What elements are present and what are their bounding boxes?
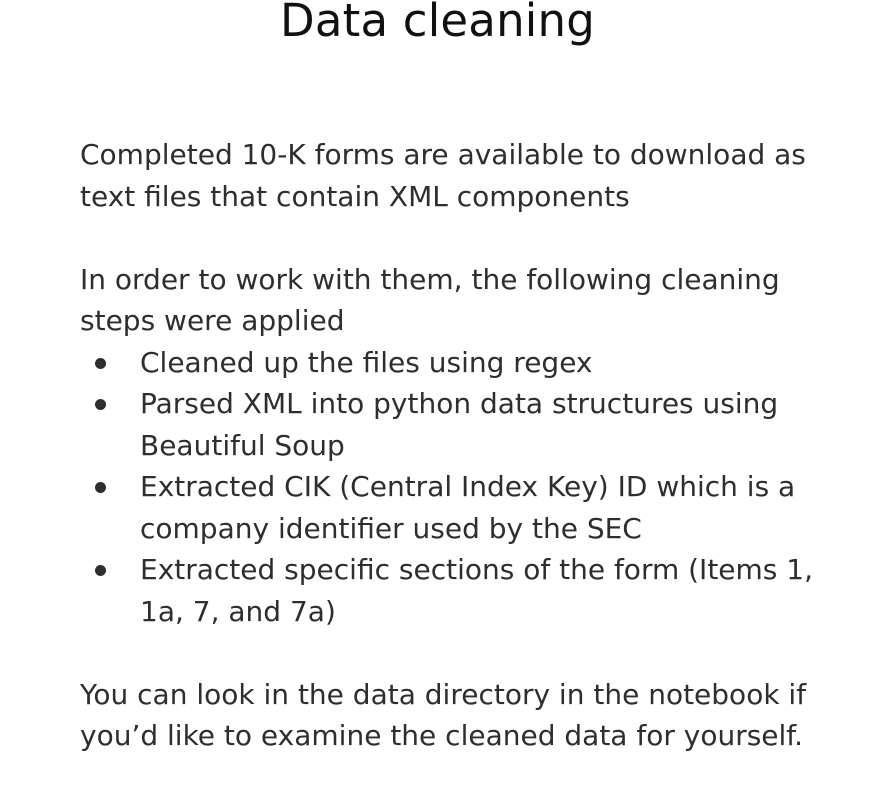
intro-paragraph: Completed 10-K forms are available to download as text files that contain XML components xyxy=(80,138,806,213)
list-item-text: Parsed XML into python data structures using Beautiful Soup xyxy=(140,387,779,462)
list-item-text: Extracted specific sections of the form (Items 1, 1a, 7, and 7a) xyxy=(140,553,813,628)
closing-paragraph: You can look in the data directory in the notebook if you’d like to examine the cleaned data for yourself. xyxy=(80,677,807,752)
cleaning-steps-list xyxy=(80,342,840,633)
bullet-icon xyxy=(95,565,106,576)
bullet-icon xyxy=(95,399,106,410)
slide-body xyxy=(80,134,840,757)
list-item xyxy=(80,549,840,632)
bullet-icon xyxy=(95,482,106,493)
steps-intro-paragraph: In order to work with them, the following cleaning steps were applied xyxy=(80,262,780,337)
bullet-icon xyxy=(95,358,106,369)
list-item-text: Extracted CIK (Central Index Key) ID which is a company identifier used by the SEC xyxy=(140,470,796,545)
spacer xyxy=(80,632,840,674)
list-item xyxy=(80,466,840,549)
slide-title: Data cleaning xyxy=(280,0,595,47)
spacer xyxy=(80,217,840,259)
list-item xyxy=(80,383,840,466)
list-item-text: Cleaned up the files using regex xyxy=(140,345,593,379)
list-item xyxy=(80,342,840,384)
